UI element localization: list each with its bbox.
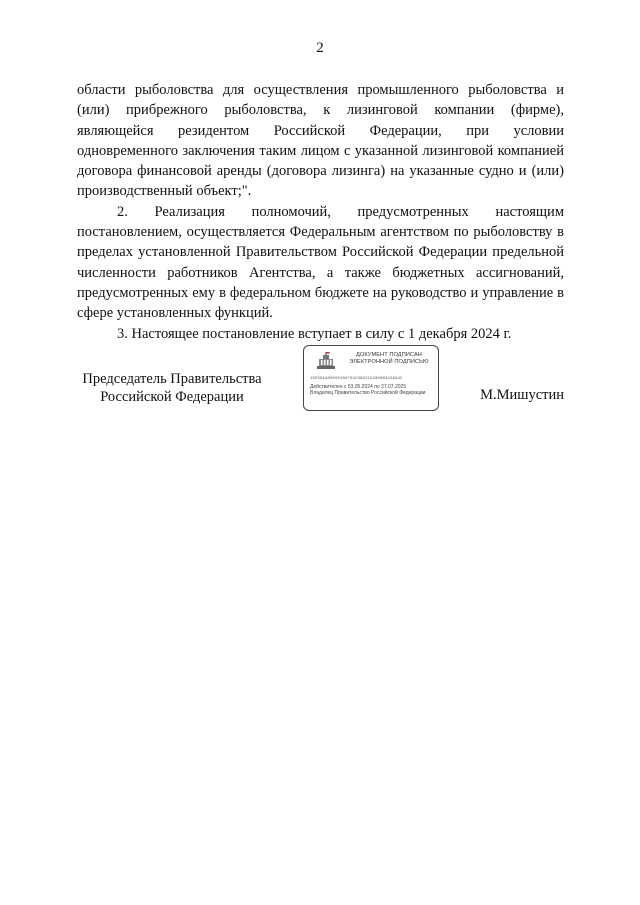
signer-position-line-2: Российской Федерации	[100, 389, 244, 405]
signer-position	[77, 370, 267, 406]
paragraph-continuation: области рыболовства для осуществления промышленного рыболовства и (или) прибрежного рыболовства, к лизинговой компании (фирме), являющейся резидентом Российской Федерации, при условии одновременного заключения таким лицом с указанной лизинговой компанией договора финансовой аренды (договора лизинга) на указанные судно и (или) производственный объект;".	[77, 82, 564, 200]
stamp-details	[310, 384, 434, 396]
paragraph-item-3: 3. Настоящее постановление вступает в силу с 1 декабря 2024 г.	[117, 325, 512, 342]
stamp-validity: Действителен с 03.05.2024 по 27.07.2025	[310, 384, 407, 390]
stamp-certificate-number: 1DE561A00E901B9704C88921533D0B3226A4C	[310, 377, 403, 381]
stamp-title-line-1: ДОКУМЕНТ ПОДПИСАН	[356, 352, 422, 358]
page-number: 2	[316, 40, 324, 56]
electronic-signature-stamp	[303, 345, 439, 411]
government-building-icon	[316, 352, 336, 370]
paragraph-item-2: 2. Реализация полномочий, предусмотренных настоящим постановлением, осуществляется Федеральным агентством по рыболовству в пределах установленной Правительством Российской Федерации предельной численности работников Агентства, а также бюджетных ассигнований, предусмотренных ему в федеральном бюджете на руководство и управление в сфере установленных функций.	[77, 203, 564, 322]
stamp-title-line-2: ЭЛЕКТРОННОЙ ПОДПИСЬЮ	[349, 359, 429, 365]
signer-position-line-1: Председатель Правительства	[82, 371, 262, 387]
stamp-owner: Владелец Правительство Российской Федерации	[310, 390, 426, 396]
signer-name: М.Мишустин	[480, 387, 564, 403]
document-body	[77, 80, 564, 344]
stamp-title	[344, 352, 434, 366]
